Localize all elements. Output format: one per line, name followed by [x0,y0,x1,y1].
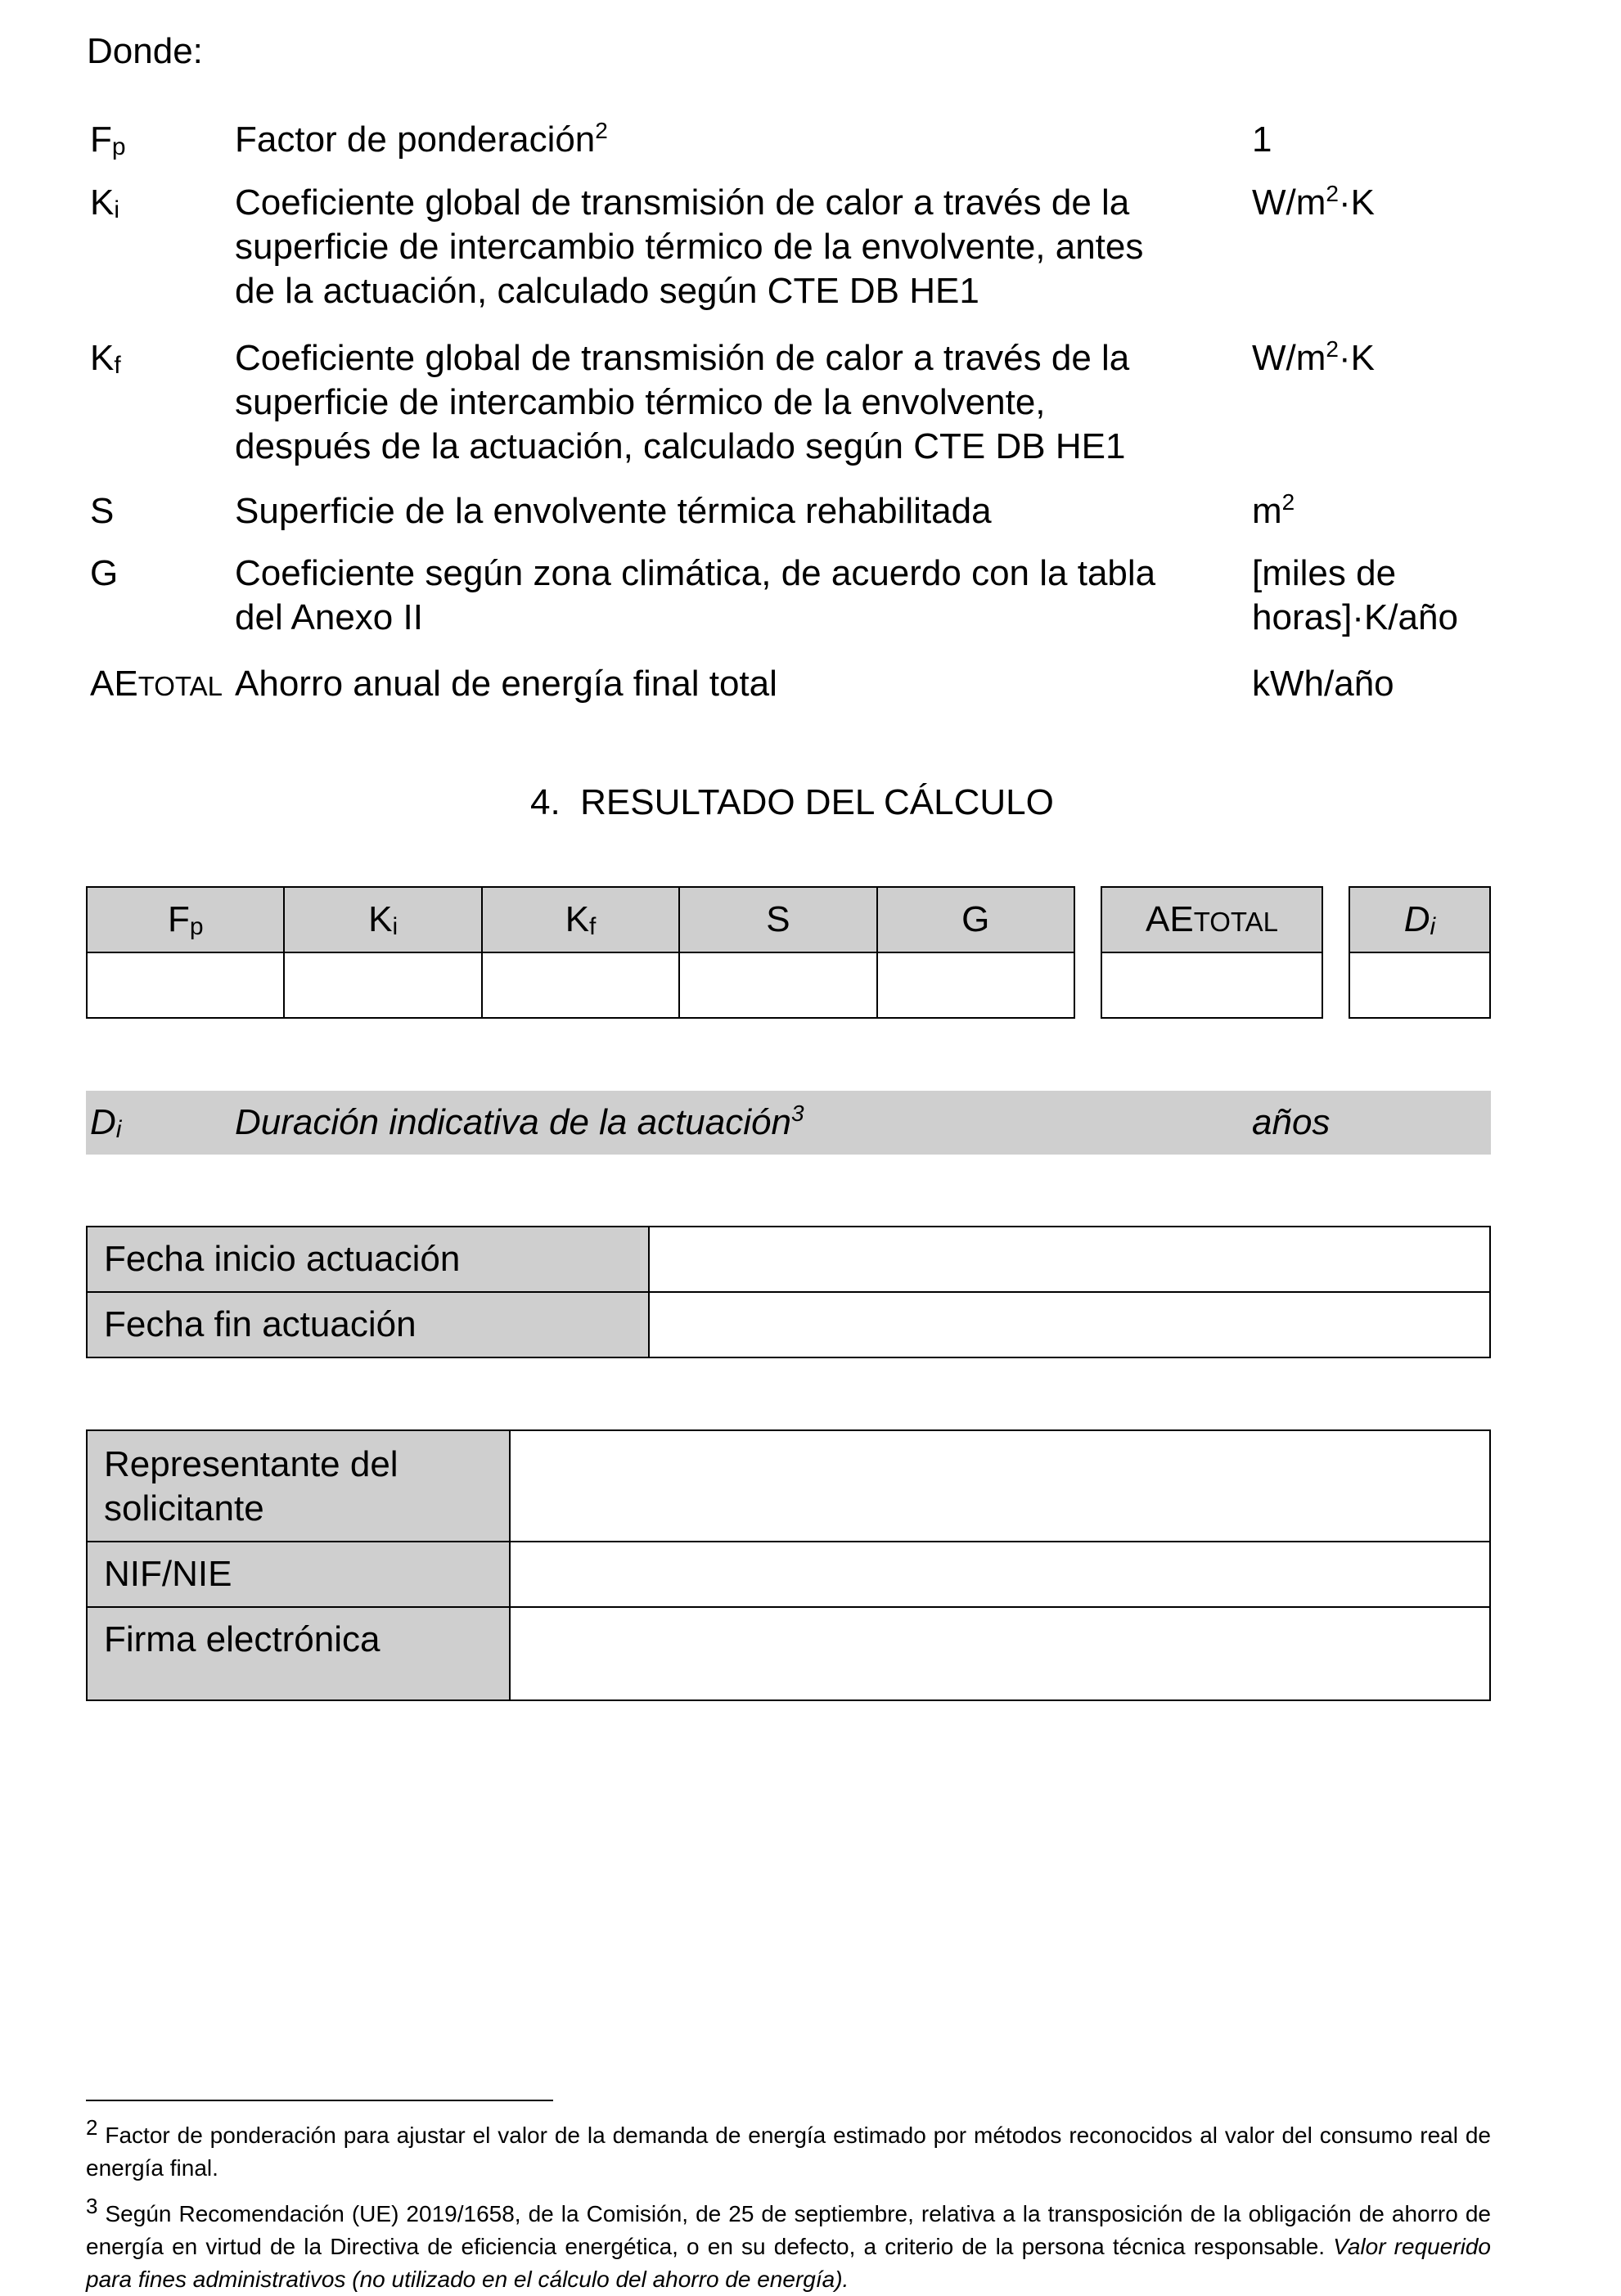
unit-aetotal: kWh/año [1252,664,1394,704]
unit-g: [miles de horas]·K/año [1252,553,1458,637]
start-date-label: Fecha inicio actuación [87,1227,649,1292]
header-ki: $K_i$ [284,887,481,952]
unit-ki: $W/m^2\cdot K$ [1252,181,1375,223]
signature-label: Firma electrónica [87,1607,510,1700]
results-header-row [87,887,1074,952]
end-date-row [87,1292,1490,1357]
results-table-aetotal [1101,886,1323,1019]
representative-field[interactable] [510,1430,1490,1542]
results-value-row [87,952,1074,1018]
value-di-cell[interactable] [1349,952,1490,1018]
symbol-s: S [90,491,115,531]
definition-fp: Factor de ponderación$^2$ [235,118,608,160]
header-s: S [679,887,876,952]
duration-description: Duración indicativa de la actuación$^3$ [235,1101,804,1142]
header-fp: $F_p$ [87,887,284,952]
end-date-field[interactable] [649,1292,1490,1357]
symbol-aetotal: AETOTAL [90,664,223,704]
results-table-main [86,886,1075,1019]
value-aetotal-cell[interactable] [1101,952,1322,1018]
value-g-cell[interactable] [877,952,1074,1018]
representative-label: Representante del solicitante [87,1430,510,1542]
intro-text: Donde: [87,31,203,71]
header-di: $D_i$ [1349,887,1490,952]
footnote-separator [86,2100,553,2101]
unit-kf: $W/m^2\cdot K$ [1252,336,1375,378]
definition-ki: Coeficiente global de transmisión de calor a través de la superficie de intercambio térmico de la envolvente, antes de la actuación, calculado según CTE DB HE1 [235,182,1144,311]
header-g: G [877,887,1074,952]
nif-label: NIF/NIE [87,1542,510,1607]
header-kf: $K_f$ [482,887,679,952]
definition-aetotal: Ahorro anual de energía final total [235,664,777,704]
end-date-label: Fecha fin actuación [87,1292,649,1357]
start-date-row [87,1227,1490,1292]
definition-s: Superficie de la envolvente térmica rehabilitada [235,491,992,531]
duration-unit: años [1252,1102,1331,1142]
symbol-kf: $K_f$ [90,338,121,379]
value-kf-cell[interactable] [482,952,679,1018]
definition-g: Coeficiente según zona climática, de acuerdo con la tabla del Anexo II [235,553,1156,637]
footnote-2: $^2$ Factor de ponderación para ajustar el valor de la demanda de energía estimado por métodos reconocidos al valor del consumo real de energía final. [86,2115,1491,2181]
value-fp-cell[interactable] [87,952,284,1018]
duration-symbol: $D_i$ [90,1102,122,1143]
signature-table [86,1429,1491,1701]
unit-s: $m^2$ [1252,489,1295,531]
value-s-cell[interactable] [679,952,876,1018]
definition-kf: Coeficiente global de transmisión de calor a través de la superficie de intercambio térmico de la envolvente, después de la actuación, calculado según CTE DB HE1 [235,338,1130,466]
value-ki-cell[interactable] [284,952,481,1018]
signature-row [87,1607,1490,1700]
representative-row [87,1430,1490,1542]
nif-row [87,1542,1490,1607]
nif-field[interactable] [510,1542,1490,1607]
unit-fp: 1 [1252,119,1272,160]
start-date-field[interactable] [649,1227,1490,1292]
footnote-3: $^3$ Según Recomendación (UE) 2019/1658, de la Comisión, de 25 de septiembre, relativa a la transposición de la obligación de ahorro de energía en virtud de la Directiva de eficiencia energética, o en su defecto, a criterio de la persona técnica responsable. Valor requerido para fines administrativos (no utilizado en el cálculo del ahorro de energía). [86,2194,1491,2292]
symbol-fp: $F_p$ [90,119,126,160]
dates-table [86,1226,1491,1358]
section-heading: 4. RESULTADO DEL CÁLCULO [530,782,1054,822]
signature-field[interactable] [510,1607,1490,1700]
header-aetotal: AETOTAL [1101,887,1322,952]
results-table-di [1349,886,1491,1019]
symbol-ki: $K_i$ [90,182,120,223]
duration-band [86,1091,1491,1155]
symbol-g: G [90,553,119,593]
